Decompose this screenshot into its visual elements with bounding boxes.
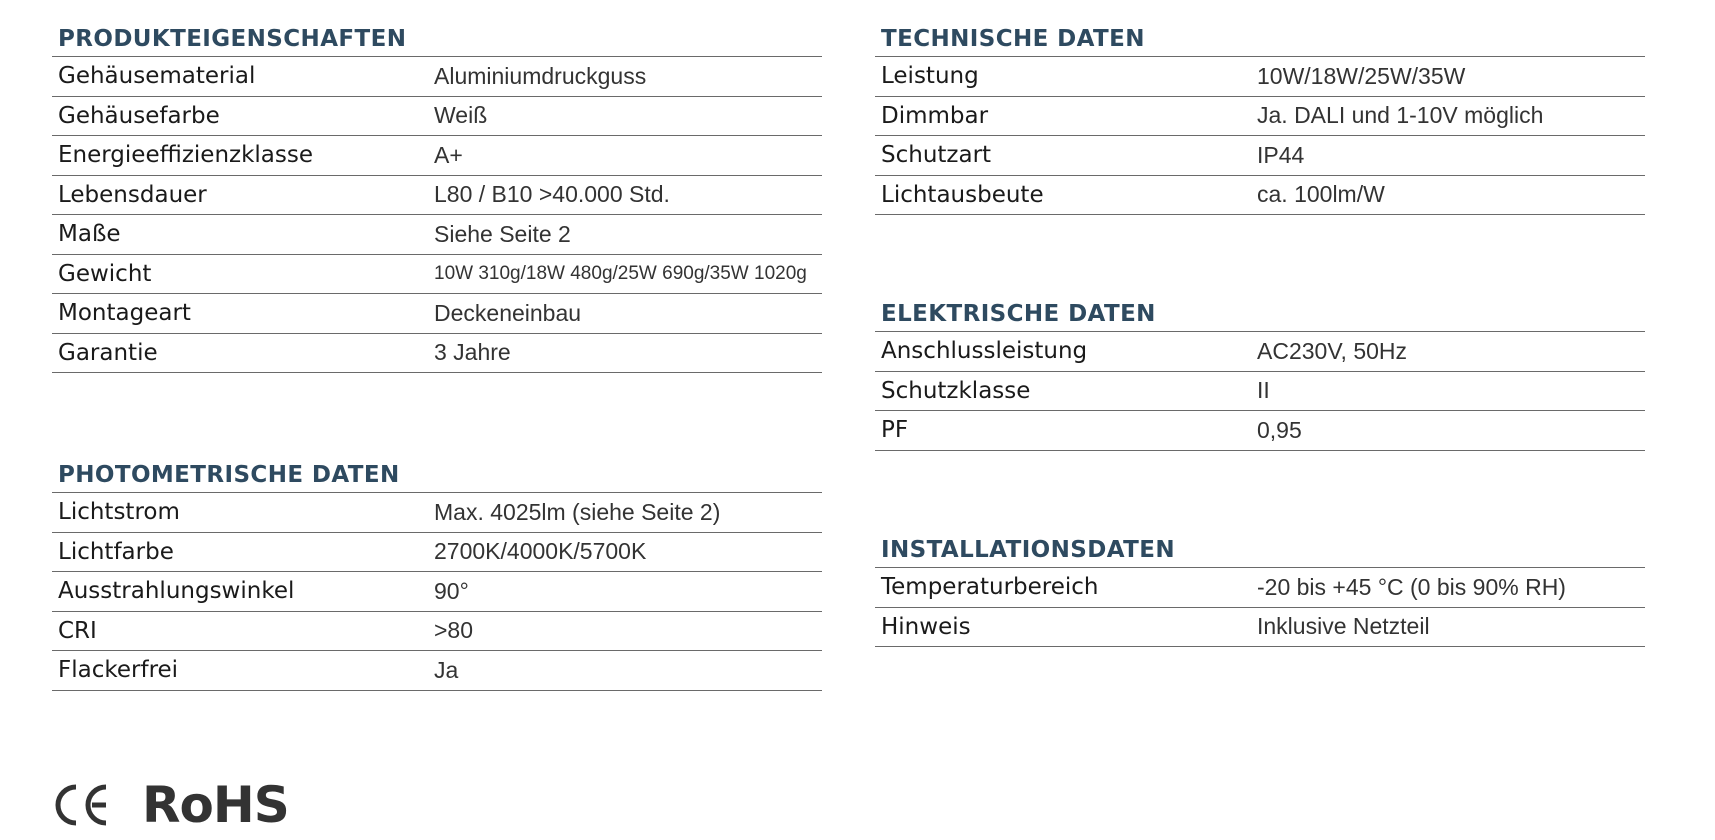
table-row	[52, 572, 822, 612]
row-label: Dimmbar	[881, 102, 989, 129]
row-label: Gehäusefarbe	[58, 102, 220, 129]
table-row	[52, 612, 822, 652]
section-produkteigenschaften	[52, 22, 822, 373]
row-value: IP44	[1257, 141, 1305, 168]
row-value: Ja	[434, 656, 459, 683]
table-row	[52, 136, 822, 176]
table-row	[52, 57, 822, 97]
row-value: ca. 100lm/W	[1257, 181, 1385, 208]
table-row	[52, 97, 822, 137]
table-row	[52, 176, 822, 216]
table-row	[875, 332, 1645, 372]
row-label: Flackerfrei	[58, 657, 179, 684]
row-label: Montageart	[58, 300, 191, 327]
row-label: Schutzklasse	[881, 377, 1031, 404]
row-label: Lichtfarbe	[58, 538, 174, 565]
section-elektrische-daten	[875, 297, 1645, 451]
row-value: Siehe Seite 2	[434, 220, 571, 247]
row-value: Ja. DALI und 1-10V möglich	[1257, 102, 1544, 129]
row-label: CRI	[58, 617, 97, 644]
row-label: Maße	[58, 221, 121, 248]
table-row	[875, 568, 1645, 608]
table-row	[52, 215, 822, 255]
row-value: >80	[434, 617, 474, 644]
row-label: Ausstrahlungswinkel	[58, 578, 295, 605]
row-value: II	[1257, 377, 1270, 404]
row-label: Garantie	[58, 339, 158, 366]
section-technische-daten	[875, 22, 1645, 215]
row-value: AC230V, 50Hz	[1257, 337, 1408, 364]
table-row	[875, 608, 1645, 648]
section-title: PHOTOMETRISCHE DATEN	[52, 458, 822, 493]
table-row	[52, 294, 822, 334]
table-row	[875, 136, 1645, 176]
row-value: A+	[434, 141, 463, 168]
section-title: PRODUKTEIGENSCHAFTEN	[52, 22, 822, 57]
row-label: Anschlussleistung	[881, 338, 1088, 365]
ce-mark-icon	[52, 781, 112, 829]
row-value: 90°	[434, 577, 469, 604]
table-row	[875, 97, 1645, 137]
table-row	[875, 411, 1645, 451]
table-row	[52, 533, 822, 573]
row-label: PF	[881, 417, 909, 444]
row-label: Hinweis	[881, 613, 971, 640]
row-label: Schutzart	[881, 142, 992, 169]
table-row	[875, 176, 1645, 216]
table-row	[875, 57, 1645, 97]
row-value: Aluminiumdruckguss	[434, 62, 647, 89]
section-title: INSTALLATIONSDATEN	[875, 533, 1645, 568]
rohs-mark: RoHS	[142, 776, 289, 834]
table-row	[52, 334, 822, 374]
row-value: Max. 4025lm (siehe Seite 2)	[434, 498, 721, 525]
section-title: ELEKTRISCHE DATEN	[875, 297, 1645, 332]
row-label: Lichtausbeute	[881, 181, 1044, 208]
row-label: Energieeffizienzklasse	[58, 142, 314, 169]
row-value: L80 / B10 >40.000 Std.	[434, 181, 670, 208]
table-row	[875, 372, 1645, 412]
row-value: 0,95	[1257, 416, 1302, 443]
row-label: Lichtstrom	[58, 499, 180, 526]
certification-marks	[52, 775, 289, 835]
row-label: Leistung	[881, 63, 979, 90]
row-value: Weiß	[434, 102, 488, 129]
table-row	[52, 651, 822, 691]
row-label: Gewicht	[58, 260, 152, 287]
section-photometrische-daten	[52, 458, 822, 691]
row-value: 3 Jahre	[434, 339, 511, 366]
row-label: Lebensdauer	[58, 181, 207, 208]
row-label: Gehäusematerial	[58, 63, 256, 90]
row-value: 10W/18W/25W/35W	[1257, 62, 1466, 89]
table-row	[52, 493, 822, 533]
row-value: 10W 310g/18W 480g/25W 690g/35W 1020g	[434, 262, 807, 284]
row-label: Temperaturbereich	[881, 574, 1099, 601]
section-installationsdaten	[875, 533, 1645, 647]
section-title: TECHNISCHE DATEN	[875, 22, 1645, 57]
row-value: 2700K/4000K/5700K	[434, 538, 647, 565]
row-value: -20 bis +45 °C (0 bis 90% RH)	[1257, 573, 1566, 600]
row-value: Inklusive Netzteil	[1257, 613, 1430, 640]
row-value: Deckeneinbau	[434, 299, 582, 326]
table-row	[52, 255, 822, 295]
